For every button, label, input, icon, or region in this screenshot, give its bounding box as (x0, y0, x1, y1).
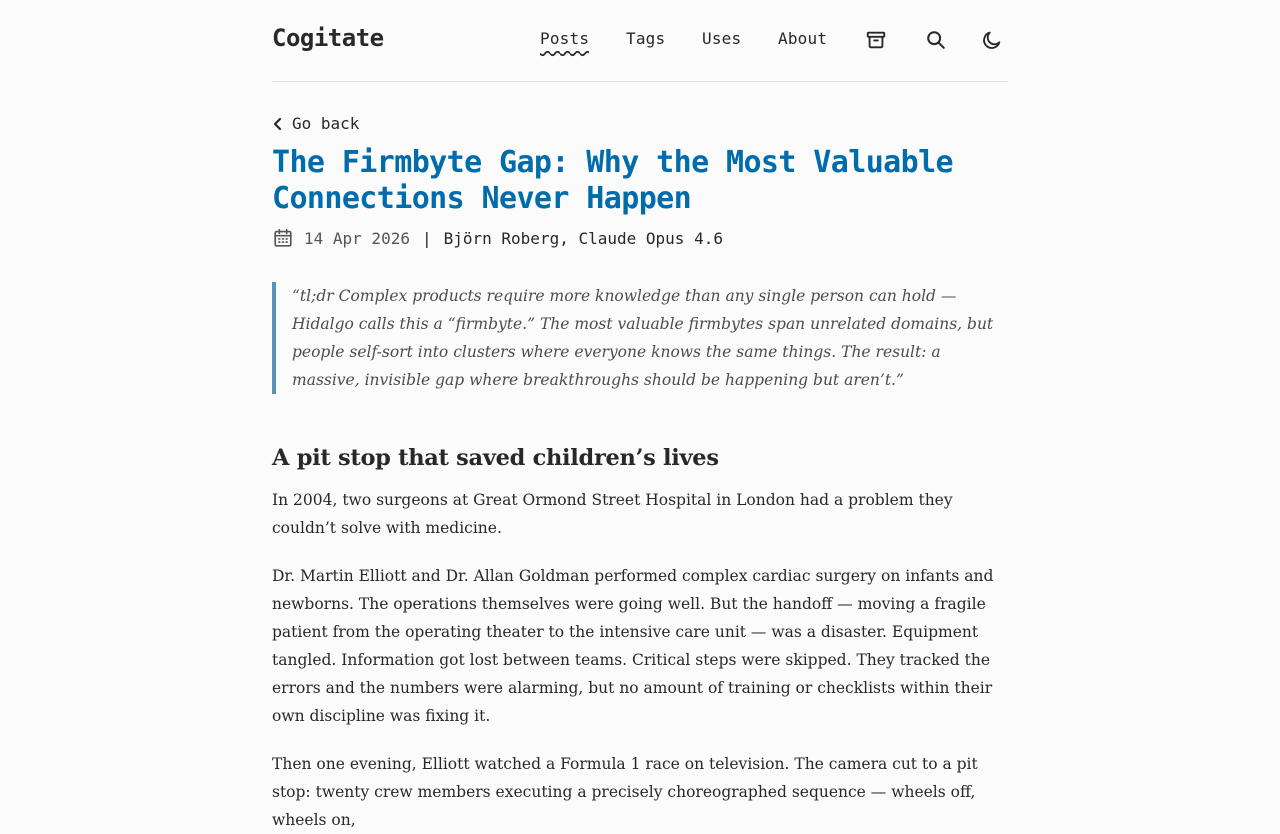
calendar-icon (272, 227, 294, 249)
archive-icon[interactable] (863, 27, 889, 53)
paragraph: In 2004, two surgeons at Great Ormond Street Hospital in London had a problem they couldn’t solve with medicine. (272, 491, 953, 537)
post-title: The Firmbyte Gap: Why the Most Valuable Connections Never Happen (272, 145, 953, 216)
site-header (272, 0, 1008, 82)
tldr-blockquote: “tl;dr Complex products require more knowledge than any single person can hold — Hidalgo calls this a “firmbyte.” The most valuable firmbytes span unrelated domains, but people self-sort into clusters where everyone knows the same things. The result: a massive, invisible gap where breakthroughs should be happening but aren’t.” (272, 282, 1008, 394)
go-back-label: Go back (292, 114, 360, 133)
site-logo[interactable]: Cogitate (272, 24, 384, 52)
post-meta (272, 226, 723, 250)
paragraph: Then one evening, Elliott watched a Formula 1 race on television. The camera cut to a pit stop: twenty crew members executing a precisely choreographed sequence — wheels off, wheels on, (272, 755, 978, 829)
page-container (272, 0, 1008, 829)
paragraph: Dr. Martin Elliott and Dr. Allan Goldman performed complex cardiac surgery on infants and newborns. The operations themselves were going well. But the handoff — moving a fragile patient from the operating theater to the intensive care unit — was a disaster. Equipment tangled. Information got lost between teams. Critical steps were skipped. They tracked the errors and the numbers were alarming, but no amount of training or checklists within their own discipline was fixing it. (272, 567, 994, 725)
go-back-link[interactable] (272, 114, 359, 133)
moon-icon[interactable] (979, 27, 1005, 53)
nav-tags[interactable]: Tags (626, 29, 666, 48)
nav-about[interactable]: About (778, 29, 828, 48)
search-icon[interactable] (923, 27, 949, 53)
nav-uses[interactable]: Uses (702, 29, 742, 48)
meta-separator: | (421, 228, 432, 248)
section-heading: A pit stop that saved children’s lives (272, 445, 719, 471)
chevron-left-icon (272, 116, 284, 132)
post-date: 14 Apr 2026 (304, 228, 410, 248)
nav-posts[interactable]: Posts (540, 29, 590, 48)
post-authors: Björn Roberg, Claude Opus 4.6 (443, 228, 723, 248)
